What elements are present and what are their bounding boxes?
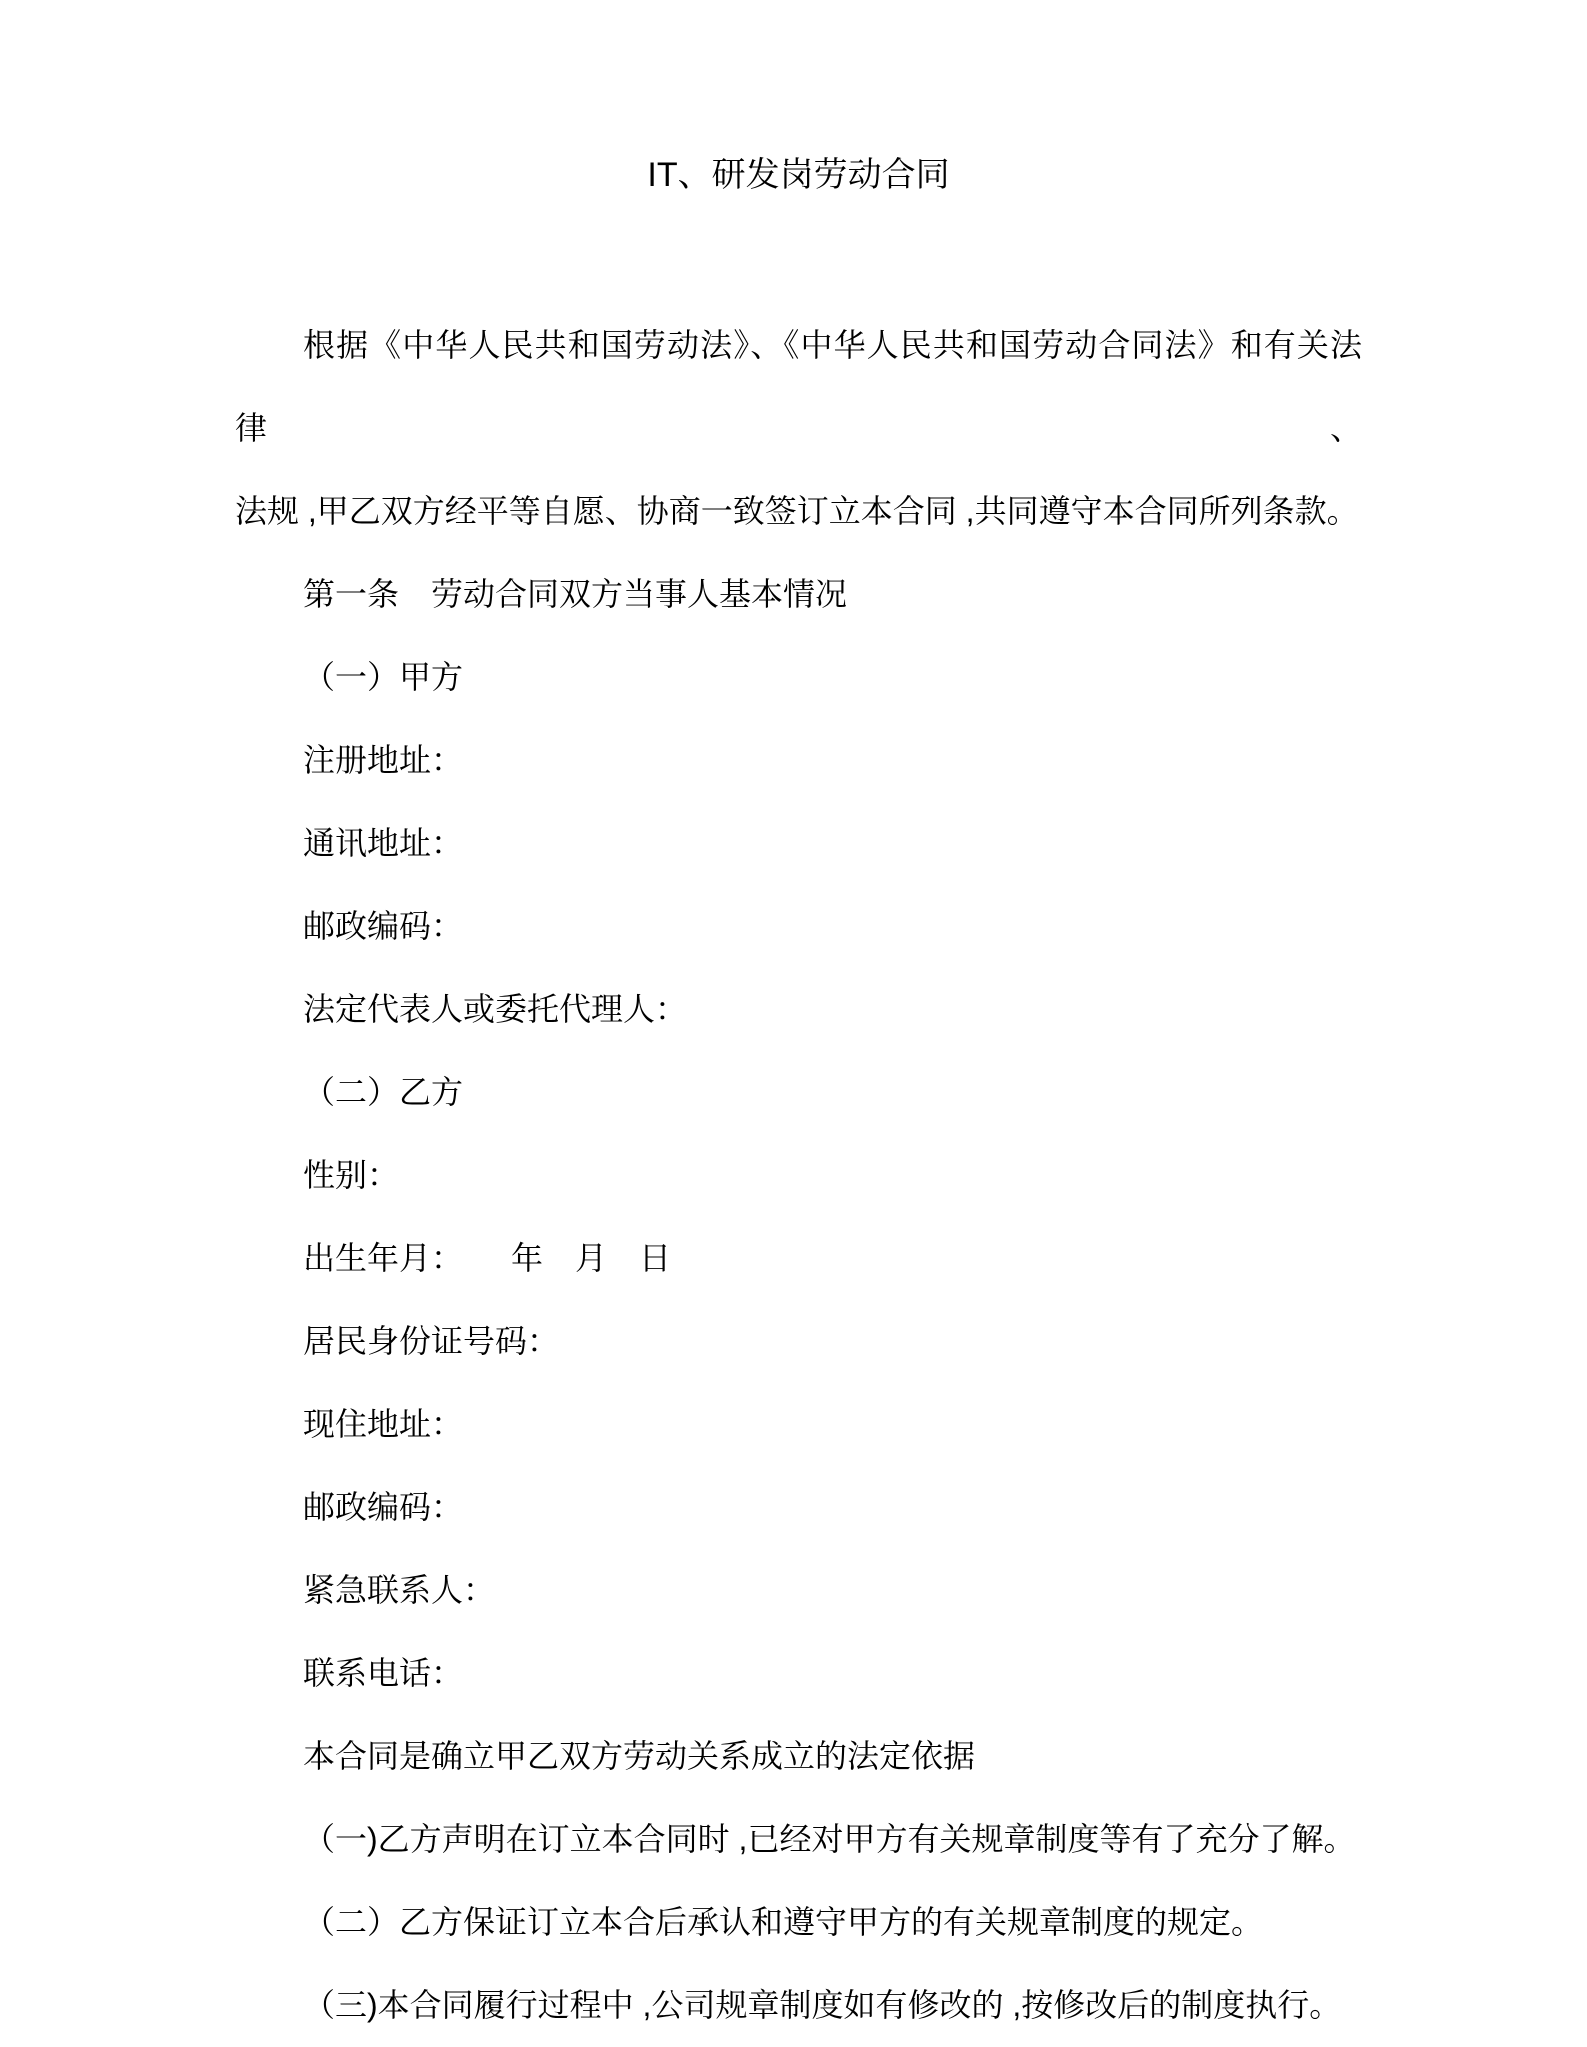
heading-article-1: 第一条 劳动合同双方当事人基本情况	[303, 576, 848, 612]
field-current-address: 现住地址：	[303, 1406, 464, 1442]
para-contract-basis-statement: 本合同是确立甲乙双方劳动关系成立的法定依据	[303, 1738, 976, 1774]
field-postal-code-party-a: 邮政编码：	[303, 908, 464, 944]
field-contact-phone: 联系电话：	[303, 1655, 464, 1691]
field-registered-address: 注册地址：	[303, 742, 464, 778]
field-emergency-contact: 紧急联系人：	[303, 1572, 496, 1608]
field-postal-code-party-b: 邮政编码：	[303, 1489, 464, 1525]
page-title: IT、研发岗劳动合同	[647, 156, 950, 194]
field-birth-date: 出生年月： 年 月 日	[303, 1240, 672, 1276]
field-mailing-address: 通讯地址：	[303, 825, 464, 861]
clause-3-amendments: （三)本合同履行过程中 ,公司规章制度如有修改的 ,按修改后的制度执行。	[303, 1987, 1342, 2023]
party-a-heading: （一）甲方	[303, 659, 464, 695]
clause-1-acknowledgement: （一)乙方声明在订立本合同时 ,已经对甲方有关规章制度等有了充分了解。	[303, 1821, 1356, 1857]
clause-2-compliance: （二）乙方保证订立本合后承认和遵守甲方的有关规章制度的规定。	[303, 1904, 1264, 1940]
para-legal-basis-line2: 法规 ,甲乙双方经平等自愿、协商一致签订立本合同 ,共同遵守本合同所列条款。	[235, 493, 1359, 529]
para-legal-basis-line1: 根据《中华人民共和国劳动法》、《中华人民共和国劳动合同法》和有关法律、	[235, 327, 1362, 446]
field-id-number: 居民身份证号码：	[303, 1323, 560, 1359]
field-legal-representative: 法定代表人或委托代理人：	[303, 991, 688, 1027]
field-gender: 性别：	[303, 1157, 400, 1193]
party-b-heading: （二）乙方	[303, 1074, 464, 1110]
